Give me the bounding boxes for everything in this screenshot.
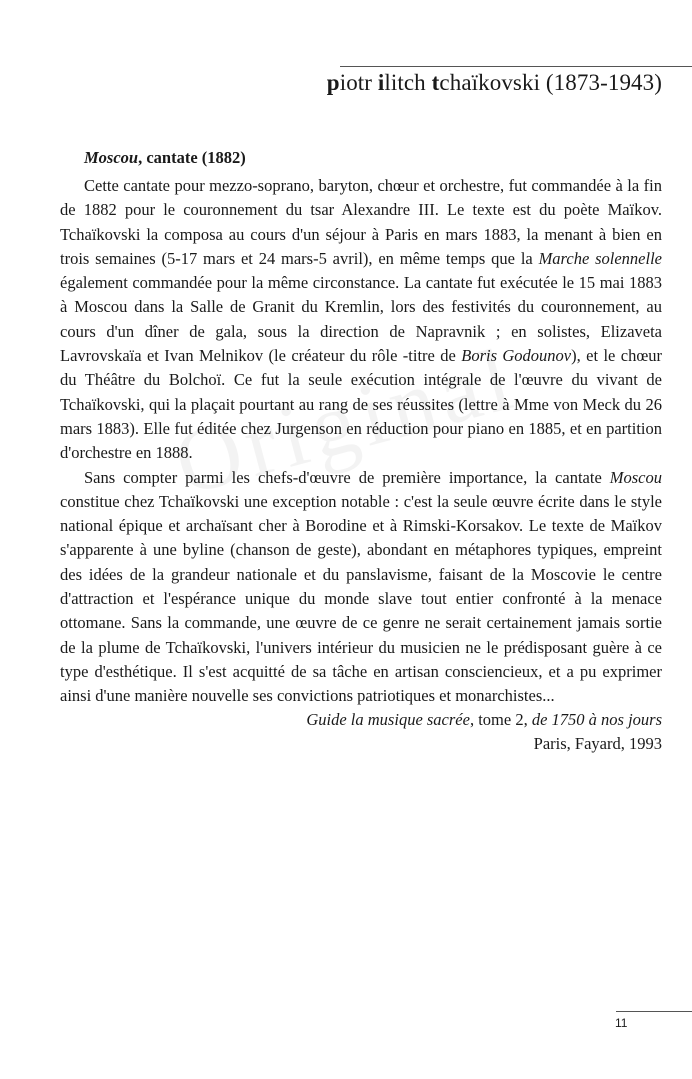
page-header xyxy=(327,70,662,96)
header-rule xyxy=(340,66,692,67)
p1-text-a: Cette cantate pour mezzo-soprano, baryton, chœur et orchestre, fut commandée à la fin de 1882 pour le couronnement du tsar Alexandre III. Le texte est du poète Maïkov. Tchaïkovski la composa au cours d'un séjour à Paris en mars 1883, la menant à bien en trois semaines (5-17 mars et 24 mars-5 avril), en même temps que la xyxy=(60,176,662,268)
header-initial-p: p xyxy=(326,70,340,95)
citation-italic-2: de 1750 à nos jours xyxy=(531,710,662,729)
p1-italic-1: Marche solennelle xyxy=(538,248,662,268)
p1-text-c: ), et le chœur du Théâtre du Bolchoï. Ce fut la seule exécution intégrale de l'œuvre du vivant de Tchaïkovski, qui la plaçait pourtant au rang de ses réussites (lettre à Mme von Meck du 26 mars 1883). Elle fut éditée chez Jurgenson en réduction pour piano en 1885, et en partition d'orchestre en 1888. xyxy=(60,346,663,463)
header-initial-i: i xyxy=(377,70,385,95)
paragraph-1 xyxy=(60,174,662,466)
header-dates: (1873-1943) xyxy=(545,70,662,95)
p2-italic-1: Moscou xyxy=(609,467,662,487)
section-title-rest: , cantate (1882) xyxy=(138,148,246,167)
header-text-3: chaïkovski xyxy=(439,70,541,95)
article-body xyxy=(60,174,662,709)
source-citation xyxy=(162,708,662,757)
citation-line-2: Paris, Fayard, 1993 xyxy=(533,734,662,754)
citation-line-1 xyxy=(162,708,662,732)
p1-text-b: également commandée pour la même circonstance. La cantate fut exécutée le 15 mai 1883 à Moscou dans la Salle de Granit du Kremlin, lors des festivités du couronnement, au cours d'un dîner de gala, sous la direction de Napravnik ; en solistes, Elizaveta Lavrovskaïa et Ivan Melnikov (le créateur du rôle -titre de xyxy=(60,273,662,366)
citation-text-1: , tome 2, xyxy=(469,710,532,729)
p1-italic-2: Boris Godounov xyxy=(461,346,572,366)
section-title-italic: Moscou xyxy=(84,148,139,167)
header-text-1: iotr xyxy=(339,70,378,95)
page-number: 11 xyxy=(615,1016,628,1030)
paragraph-2 xyxy=(60,466,662,709)
p2-text-b: constitue chez Tchaïkovski une exception notable : c'est la seule œuvre écrite dans le style national épique et archaïsant cher à Borodine et à Rimski-Korsakov. Le texte de Maïkov s'apparente à une byline (chanson de geste), abondant en métaphores typiques, empreint des idées de la grandeur nationale et du panslavisme, faisant de la Moscovie le centre d'attraction et l'espérance unique du monde slave tout entier confronté à la menace ottomane. Sans la commande, une œuvre de ce genre ne serait certainement jamais sortie de la plume de Tchaïkovski, l'univers intérieur du musicien ne le prédisposant guère à ce type d'esthétique. Il s'est acquitté de sa tâche en artisan consciencieux, et a pu exprimer ainsi d'une manière nouvelle ses convictions patriotiques et monarchistes... xyxy=(60,491,662,706)
section-title xyxy=(84,148,246,168)
citation-italic-1: Guide la musique sacrée xyxy=(306,710,470,729)
header-text-2: litch xyxy=(384,70,432,95)
footer-rule xyxy=(616,1011,692,1012)
p2-text-a: Sans compter parmi les chefs-d'œuvre de première importance, la cantate xyxy=(84,467,610,487)
header-initial-t: t xyxy=(431,70,440,95)
